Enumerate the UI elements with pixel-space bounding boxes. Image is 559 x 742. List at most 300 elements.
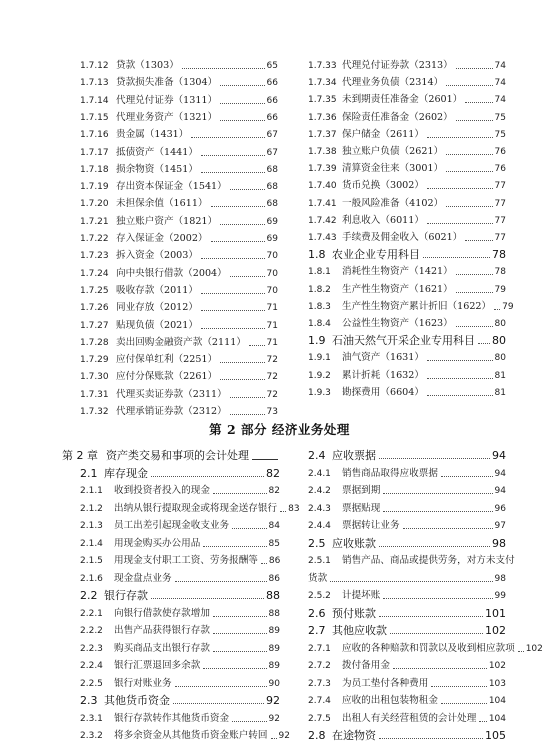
toc-entry-number: 1.7.24 <box>80 268 109 279</box>
toc-leader <box>383 598 492 599</box>
toc-entry-number: 1.9.2 <box>308 370 331 381</box>
toc-entry <box>308 215 506 227</box>
toc-entry <box>80 660 280 672</box>
toc-entry <box>308 468 506 480</box>
toc-leader <box>175 686 267 687</box>
toc-leader <box>220 362 264 363</box>
toc-leader <box>379 546 490 547</box>
toc-entry-title: 出售产品获得银行存款 <box>114 625 210 636</box>
toc-entry-number: 2.4.2 <box>308 486 331 496</box>
toc-entry-title: 农业企业专用科目 <box>332 248 420 262</box>
toc-entry-number: 1.7.33 <box>308 61 337 71</box>
toc-entry-page: 81 <box>494 370 506 381</box>
toc-entry-number: 2.2.2 <box>80 626 103 636</box>
toc-leader <box>427 395 493 396</box>
toc-entry-page: 92 <box>278 731 290 741</box>
toc-entry-number: 1.7.22 <box>80 234 109 244</box>
toc-entry-page: 69 <box>266 234 278 244</box>
toc-entry <box>308 198 506 210</box>
toc-entry-page: 98 <box>494 573 506 584</box>
toc-entry <box>308 94 506 106</box>
toc-entry-page: 67 <box>266 130 278 141</box>
toc-entry-page: 94 <box>492 449 506 462</box>
toc-leader <box>403 528 493 529</box>
toc-leader <box>201 293 265 294</box>
toc-entry-page: 94 <box>494 468 506 479</box>
toc-entry-page: 70 <box>266 268 278 279</box>
toc-entry-page: 68 <box>266 199 278 210</box>
toc-entry-title: 保户储金（2611） <box>342 128 424 140</box>
toc-entry-number: 1.7.23 <box>80 251 109 262</box>
toc-entry-page: 65 <box>266 61 278 71</box>
toc-entry <box>62 450 280 462</box>
toc-entry-number: 2.5 <box>308 536 326 550</box>
toc-entry <box>308 485 506 497</box>
toc-leader <box>427 188 493 189</box>
toc-leader <box>220 85 264 86</box>
toc-entry <box>308 695 506 707</box>
toc-entry <box>308 642 543 655</box>
toc-entry-page: 70 <box>266 285 278 296</box>
toc-entry-page: 66 <box>266 78 278 89</box>
toc-entry-title: 卖出回购金融资产款（2111） <box>116 336 246 348</box>
toc-entry <box>308 590 506 602</box>
toc-entry-number: 2.4.4 <box>308 521 331 531</box>
toc-entry <box>308 300 514 313</box>
toc-leader <box>379 616 483 617</box>
toc-entry-number: 1.7.42 <box>308 215 337 226</box>
toc-entry-page: 70 <box>266 251 278 262</box>
toc-entry-number: 2.4.1 <box>308 468 331 479</box>
toc-entry-title: 存入保证金（2002） <box>116 233 208 244</box>
toc-entry-title: 清算资金往来（3001） <box>342 163 444 175</box>
toc-leader <box>494 309 500 310</box>
toc-entry-number: 1.7.17 <box>80 147 109 158</box>
toc-entry-number: 1.7.32 <box>80 407 109 417</box>
toc-entry-page: 72 <box>266 355 278 366</box>
toc-entry-page: 88 <box>268 608 280 619</box>
toc-entry <box>80 60 278 72</box>
toc-entry <box>80 371 278 383</box>
toc-entry-number: 2.7.5 <box>308 713 331 724</box>
toc-entry-page: 96 <box>494 503 506 514</box>
toc-entry-number: 2.7 <box>308 624 326 637</box>
toc-entry-number: 2.1.5 <box>80 556 103 566</box>
toc-leader <box>175 581 267 582</box>
toc-entry <box>308 555 515 567</box>
toc-leader <box>230 189 265 190</box>
toc-entry-number: 2.7.2 <box>308 661 331 671</box>
toc-entry-title: 未到期责任准备金（2601） <box>342 94 463 106</box>
toc-entry <box>308 129 506 141</box>
toc-entry-title: 现金盘点业务 <box>114 572 172 584</box>
toc-entry-page: 69 <box>266 216 278 227</box>
toc-entry-number: 1.7.43 <box>308 233 337 243</box>
toc-entry-title: 手续费及佣金收入（6021） <box>342 232 463 243</box>
toc-entry-page: 71 <box>266 303 278 314</box>
toc-leader <box>465 102 492 103</box>
toc-entry-page: 79 <box>494 284 506 295</box>
toc-leader <box>220 120 264 121</box>
toc-entry-page: 101 <box>485 606 506 620</box>
toc-leader <box>390 633 483 634</box>
toc-entry-page: 66 <box>266 112 278 123</box>
toc-entry-title: 利息收入（6011） <box>342 214 424 226</box>
toc-entry-number: 2.5.1 <box>308 556 331 566</box>
toc-entry-title: 为员工垫付各种费用 <box>342 677 429 689</box>
toc-entry-title: 代理业务资产（1321） <box>116 111 218 123</box>
toc-entry-title: 将多余资金从其他货币资金账户转回 <box>114 730 268 741</box>
toc-entry-title: 库存现金 <box>104 466 148 480</box>
toc-entry-page: 83 <box>288 503 300 514</box>
toc-entry-title: 应付保单红利（2251） <box>116 354 218 366</box>
toc-entry-page: 104 <box>488 696 506 706</box>
toc-leader <box>201 155 265 156</box>
toc-entry-number: 1.7.18 <box>80 164 109 175</box>
toc-entry-title: 损余物资（1451） <box>116 163 198 175</box>
toc-entry-title: 购买商品支出银行存款 <box>114 642 210 654</box>
toc-entry <box>308 573 506 585</box>
toc-entry-title: 银行对账业务 <box>114 677 172 689</box>
toc-entry-number: 2.1 <box>80 466 98 480</box>
toc-leader <box>151 598 264 599</box>
toc-entry <box>80 608 280 620</box>
toc-entry <box>308 318 506 330</box>
toc-entry-title: 油气资产（1631） <box>342 352 424 364</box>
toc-leader <box>441 476 493 477</box>
toc-entry-page: 74 <box>494 95 506 106</box>
toc-entry-number: 1.7.21 <box>80 216 109 227</box>
toc-entry <box>80 198 278 210</box>
toc-entry-page: 89 <box>268 643 280 654</box>
toc-entry-title: 出租人有关经营租赁的会计处理 <box>342 712 477 724</box>
toc-entry-number: 2.4 <box>308 449 326 462</box>
toc-entry-page: 97 <box>494 521 506 531</box>
toc-entry-page: 90 <box>268 678 280 689</box>
toc-leader <box>211 241 265 242</box>
part-title: 第 2 部分 经济业务处理 <box>209 422 350 437</box>
toc-entry-page: 67 <box>266 147 278 158</box>
toc-leader <box>230 414 265 415</box>
toc-entry-page: 78 <box>492 248 506 262</box>
toc-entry-title: 应收的各种赔款和罚款以及收到相应款项 <box>342 642 515 654</box>
toc-entry <box>308 608 506 620</box>
toc-entry-number: 2.7.3 <box>308 678 331 689</box>
toc-entry <box>308 112 506 124</box>
toc-entry-page: 72 <box>266 389 278 400</box>
toc-entry-page: 74 <box>494 78 506 89</box>
toc-entry-number: 1.7.41 <box>308 198 337 209</box>
toc-entry-number: 1.7.30 <box>80 372 109 383</box>
toc-entry-number: 1.7.16 <box>80 130 109 141</box>
toc-leader <box>230 397 265 398</box>
toc-leader <box>478 343 490 344</box>
toc-leader <box>182 68 265 69</box>
toc-entry-number: 1.8.3 <box>308 301 331 312</box>
toc-entry <box>80 485 280 497</box>
toc-leader <box>379 738 483 739</box>
toc-entry-number: 1.7.28 <box>80 337 109 348</box>
toc-entry-title: 生产性生物资产累计折旧（1622） <box>342 300 492 312</box>
toc-entry <box>308 180 506 192</box>
toc-entry-page: 88 <box>266 589 280 602</box>
toc-leader <box>201 172 265 173</box>
toc-leader <box>213 493 267 494</box>
toc-entry-number: 1.8.1 <box>308 267 331 278</box>
toc-entry-number: 2.1.2 <box>80 503 103 514</box>
toc-entry <box>80 268 278 280</box>
toc-entry-number: 2.1.4 <box>80 538 103 549</box>
toc-leader <box>280 511 286 512</box>
toc-entry <box>308 713 506 725</box>
toc-entry <box>80 320 278 332</box>
toc-entry-number: 2.1.6 <box>80 573 103 584</box>
toc-entry-page: 92 <box>268 713 280 724</box>
toc-entry-page: 102 <box>485 624 506 637</box>
toc-entry <box>80 354 278 366</box>
toc-entry-title: 银行存款转作其他货币资金 <box>114 712 230 724</box>
toc-entry-title: 一般风险准备（4102） <box>342 197 444 209</box>
toc-leader <box>203 668 266 669</box>
toc-entry-title: 吸收存款（2011） <box>116 284 198 296</box>
toc-entry-page: 80 <box>494 319 506 329</box>
toc-leader <box>230 276 265 277</box>
toc-entry <box>308 352 506 364</box>
toc-entry-title: 贷款（1303） <box>116 60 179 71</box>
toc-entry-number: 2.1.3 <box>80 521 103 531</box>
toc-leader <box>456 274 493 275</box>
toc-entry-number: 1.7.34 <box>308 78 337 89</box>
toc-leader <box>213 616 267 617</box>
toc-entry <box>80 538 280 550</box>
toc-entry <box>80 285 278 297</box>
toc-entry-title: 收到投资者投入的现金 <box>114 485 210 496</box>
toc-entry-page: 92 <box>266 694 280 707</box>
toc-entry-number: 2.2.3 <box>80 643 103 654</box>
toc-entry-number: 1.7.26 <box>80 303 109 314</box>
toc-entry-page: 77 <box>494 233 506 243</box>
toc-leader <box>261 563 267 564</box>
toc-entry-title: 同业存放（2012） <box>116 302 198 314</box>
toc-entry-number: 2.2.1 <box>80 608 103 619</box>
toc-entry-number: 1.7.20 <box>80 199 109 210</box>
toc-entry-title: 未担保余值（1611） <box>116 198 208 210</box>
toc-entry-number: 第 2 章 <box>62 449 98 462</box>
toc-entry-title: 用现金购买办公用品 <box>114 537 201 549</box>
toc-leader <box>427 223 493 224</box>
toc-entry-number: 1.7.12 <box>80 61 109 71</box>
toc-entry <box>308 232 506 244</box>
toc-entry-number: 2.3.1 <box>80 713 103 724</box>
toc-entry <box>80 129 278 141</box>
toc-entry-number: 1.7.25 <box>80 285 109 296</box>
toc-entry-page: 105 <box>485 729 506 742</box>
toc-leader <box>456 68 493 69</box>
toc-leader <box>446 171 492 172</box>
toc-entry-number: 1.9 <box>308 334 326 348</box>
toc-entry <box>308 538 506 550</box>
toc-entry-number: 2.8 <box>308 729 326 742</box>
toc-entry-title: 票据贴现 <box>342 502 381 514</box>
toc-entry <box>308 387 506 399</box>
toc-entry-number: 2.4.3 <box>308 503 331 514</box>
toc-entry <box>80 389 278 401</box>
toc-entry <box>80 147 278 159</box>
toc-leader <box>427 360 493 361</box>
toc-entry-title: 向中央银行借款（2004） <box>116 267 227 279</box>
toc-entry-number: 1.7.13 <box>80 78 109 89</box>
toc-entry-number: 1.7.37 <box>308 129 337 140</box>
toc-entry-title: 代理兑付证券款（2313） <box>342 60 453 71</box>
toc-entry-page: 85 <box>268 538 280 549</box>
toc-entry-page: 71 <box>266 320 278 331</box>
toc-leader <box>465 240 492 241</box>
toc-entry-page: 79 <box>502 301 514 312</box>
toc-entry-page: 68 <box>266 182 278 193</box>
toc-leader <box>446 206 492 207</box>
toc-leader <box>201 310 265 311</box>
toc-entry-number: 2.2.5 <box>80 678 103 689</box>
toc-entry-title: 票据到期 <box>342 485 381 496</box>
toc-entry-page: 75 <box>494 129 506 140</box>
toc-entry <box>80 95 278 107</box>
toc-leader <box>232 528 266 529</box>
toc-entry-page: 76 <box>494 164 506 175</box>
toc-entry <box>80 181 278 193</box>
toc-entry-number: 1.7.36 <box>308 112 337 123</box>
toc-leader <box>220 103 264 104</box>
toc-entry-number: 1.7.38 <box>308 147 337 157</box>
toc-entry-page: 86 <box>268 556 281 566</box>
toc-entry-title: 向银行借款使存款增加 <box>114 607 210 619</box>
toc-leader <box>213 633 267 634</box>
toc-entry-page: 82 <box>268 486 280 496</box>
toc-entry-page: 98 <box>492 536 506 550</box>
toc-entry-title: 应付分保账款（2261） <box>116 371 218 383</box>
toc-leader <box>173 703 264 704</box>
toc-entry <box>80 216 278 228</box>
toc-entry <box>80 573 280 585</box>
toc-entry-title: 石油天然气开采企业专用科目 <box>332 334 475 348</box>
toc-entry-number: 1.7.27 <box>80 320 109 331</box>
toc-entry-page: 76 <box>494 147 506 157</box>
toc-entry-page: 94 <box>494 486 506 496</box>
toc-leader <box>441 703 487 704</box>
toc-entry-title: 独立账户资产（1821） <box>116 215 218 227</box>
toc-entry <box>308 520 506 532</box>
toc-entry <box>80 695 280 707</box>
toc-entry-page: 77 <box>494 215 506 226</box>
toc-entry-page: 86 <box>268 573 280 584</box>
toc-entry-number: 2.7.4 <box>308 696 331 706</box>
toc-entry-number: 1.7.40 <box>308 181 337 192</box>
toc-entry-title: 资产类交易和事项的会计处理 <box>106 449 249 462</box>
toc-leader <box>232 721 266 722</box>
toc-entry-page: 66 <box>266 95 278 106</box>
toc-entry <box>308 266 506 278</box>
toc-entry-number: 2.3.2 <box>80 731 103 741</box>
toc-entry-page: 77 <box>494 198 506 209</box>
toc-entry-title: 生产性生物资产（1621） <box>342 283 453 295</box>
toc-entry-page: 84 <box>268 521 280 531</box>
toc-entry-page: 89 <box>268 626 280 636</box>
toc-entry-title: 公益性生物资产（1623） <box>342 318 453 329</box>
toc-entry <box>308 249 506 261</box>
toc-entry-title: 预付账款 <box>332 606 376 620</box>
toc-entry <box>80 406 278 418</box>
toc-leader <box>213 651 267 652</box>
toc-entry-number: 2.6 <box>308 606 326 620</box>
toc-leader <box>427 378 493 379</box>
toc-entry-title: 贷款损失准备（1304） <box>116 77 218 89</box>
toc-entry <box>80 520 280 532</box>
toc-entry <box>80 337 278 349</box>
toc-leader <box>456 326 493 327</box>
toc-entry-title: 代理承销证券款（2312） <box>116 406 227 417</box>
toc-leader <box>456 292 493 293</box>
toc-entry <box>308 335 506 347</box>
toc-entry-title: 票据转让业务 <box>342 520 400 531</box>
toc-entry-title: 累计折耗（1632） <box>342 369 424 381</box>
toc-leader <box>211 206 265 207</box>
toc-entry-page: 103 <box>488 678 506 689</box>
toc-entry-title: 销售产品、商品或提供劳务，对方未支付 <box>342 555 515 566</box>
toc-entry-page: 81 <box>494 387 506 398</box>
toc-entry-number: 1.9.1 <box>308 353 331 364</box>
toc-entry-page: 102 <box>488 661 506 671</box>
toc-entry-page: 99 <box>494 591 506 601</box>
toc-entry-page: 80 <box>494 353 506 364</box>
toc-leader <box>393 668 487 669</box>
toc-entry <box>80 590 280 602</box>
toc-leader <box>446 85 492 86</box>
toc-entry-number: 2.7.1 <box>308 643 331 654</box>
toc-entry-number: 2.3 <box>80 694 98 707</box>
toc-leader <box>456 120 493 121</box>
toc-entry-number: 1.8 <box>308 248 326 262</box>
toc-leader <box>379 458 490 459</box>
toc-entry-title: 应收的出租包装物租金 <box>342 695 438 706</box>
toc-entry-title: 在途物资 <box>332 729 376 742</box>
toc-entry-page: 74 <box>494 61 506 71</box>
toc-leader <box>203 546 266 547</box>
toc-entry-title: 存出资本保证金（1541） <box>116 181 227 193</box>
toc-leader <box>271 738 277 739</box>
toc-entry <box>308 77 506 89</box>
toc-entry <box>80 250 278 262</box>
toc-entry <box>308 730 506 742</box>
toc-entry <box>80 555 280 567</box>
toc-entry-number: 1.7.15 <box>80 112 109 123</box>
toc-entry <box>80 302 278 314</box>
toc-entry-number: 1.7.35 <box>308 95 337 106</box>
toc-entry <box>80 77 278 89</box>
toc-leader <box>431 686 486 687</box>
toc-entry-title: 货款 <box>308 572 328 584</box>
toc-entry <box>308 660 506 672</box>
toc-entry-page: 73 <box>266 407 278 417</box>
toc-entry <box>308 450 506 462</box>
toc-entry-number: 2.2 <box>80 589 98 602</box>
toc-entry-number: 1.7.39 <box>308 164 337 175</box>
toc-entry-page: 104 <box>488 713 506 724</box>
toc-leader <box>151 476 264 477</box>
toc-leader <box>383 493 492 494</box>
toc-entry-page: 89 <box>268 661 280 671</box>
toc-entry-title: 银行存款 <box>104 589 148 602</box>
toc-entry <box>308 146 506 158</box>
toc-entry <box>80 164 278 176</box>
